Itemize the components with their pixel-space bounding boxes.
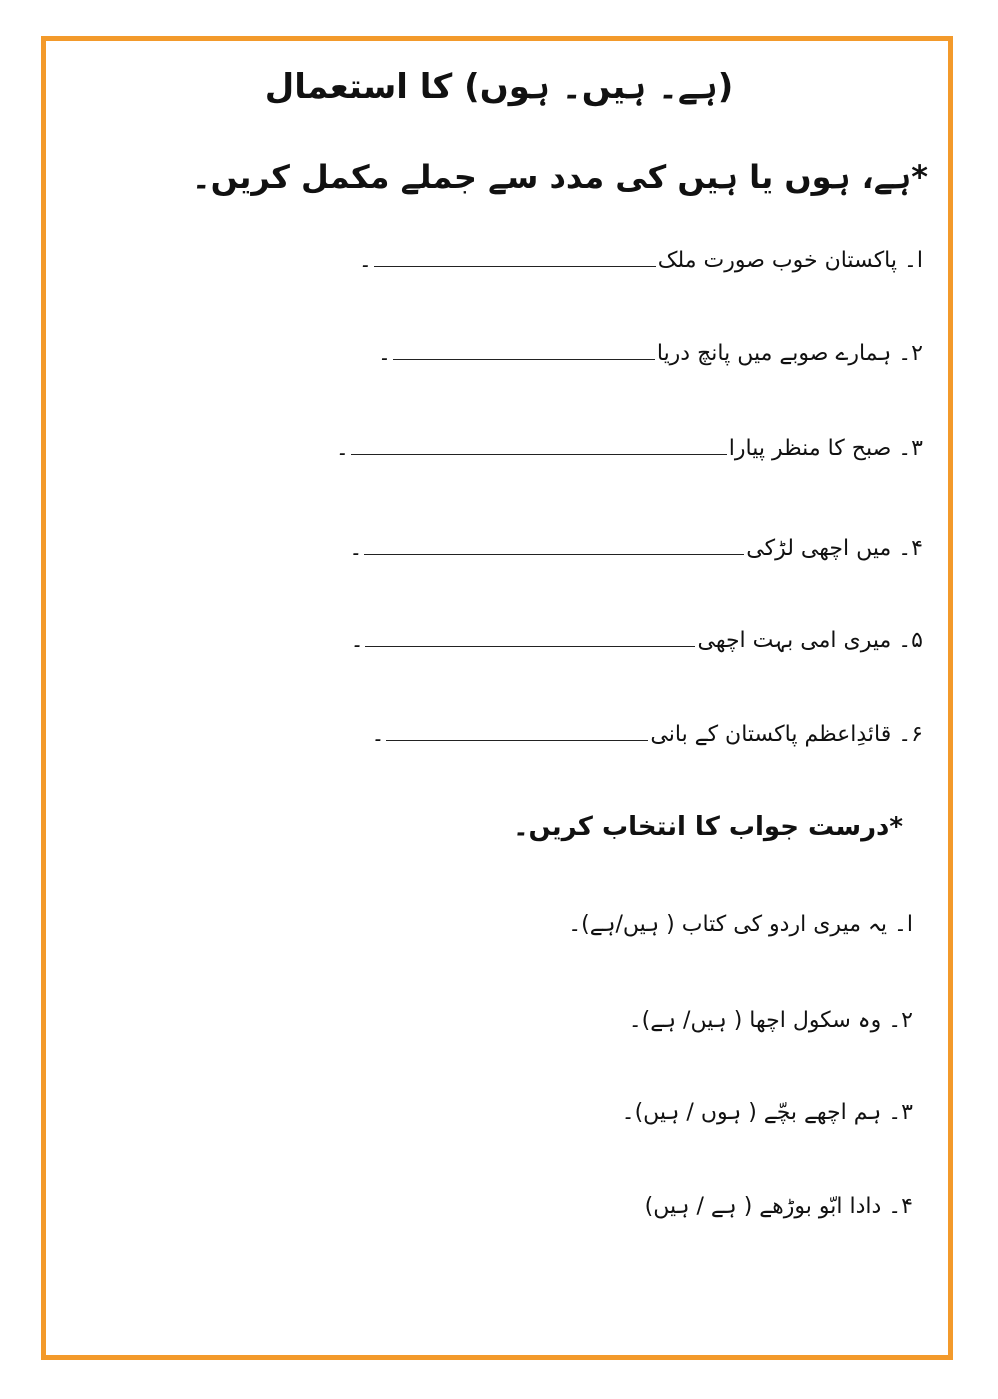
fill-item-5-end: ۔: [350, 628, 364, 653]
fill-item-2-text: ۲۔ ہمارے صوبے میں پانچ دریا: [656, 341, 923, 366]
page-border: [41, 36, 953, 1360]
answer-blank-3[interactable]: [351, 436, 727, 455]
answer-blank-2[interactable]: [393, 341, 655, 360]
fill-item-6: [372, 722, 923, 747]
answer-blank-4[interactable]: [364, 536, 744, 555]
fill-item-5-text: ۵۔ میری امی بہت اچھی: [697, 628, 923, 653]
fill-item-2-end: ۔: [377, 341, 391, 366]
fill-item-3: [336, 436, 923, 461]
fill-item-6-end: ۔: [371, 722, 385, 747]
fill-item-5: [351, 628, 923, 653]
fill-item-2: [378, 341, 923, 366]
choice-item-2: ۲۔ وہ سکول اچھا ( ہیں/ ہے)۔: [628, 1008, 913, 1033]
choice-item-3: ۳۔ ہم اچھے بچّے ( ہوں / ہیں)۔: [621, 1100, 913, 1125]
fill-item-1: [359, 248, 923, 273]
fill-item-6-text: ۶۔ قائدِاعظم پاکستان کے بانی: [650, 722, 923, 747]
answer-blank-5[interactable]: [365, 628, 695, 647]
answer-blank-1[interactable]: [374, 248, 656, 267]
fill-item-4-text: ۴۔ میں اچھی لڑکی: [746, 536, 923, 561]
choice-item-1: ا۔ یہ میری اردو کی کتاب ( ہیں/ہے)۔: [568, 912, 913, 937]
section-1-heading: *ہے، ہوں یا ہیں کی مدد سے جملے مکمل کریں۔: [191, 158, 928, 196]
fill-item-3-text: ۳۔ صبح کا منظر پیارا: [728, 436, 923, 461]
fill-item-1-end: ۔: [358, 248, 372, 273]
fill-item-1-text: ا۔ پاکستان خوب صورت ملک: [657, 248, 923, 273]
choice-item-4: ۴۔ دادا ابّو بوڑھے ( ہے / ہیں): [644, 1194, 913, 1219]
fill-item-4: [349, 536, 923, 561]
worksheet-title: (ہے۔ ہیں۔ ہوں) کا استعمال: [264, 67, 734, 107]
section-2-heading: *درست جواب کا انتخاب کریں۔: [513, 812, 903, 842]
fill-item-4-end: ۔: [349, 536, 363, 561]
answer-blank-6[interactable]: [386, 722, 648, 741]
fill-item-3-end: ۔: [335, 436, 349, 461]
